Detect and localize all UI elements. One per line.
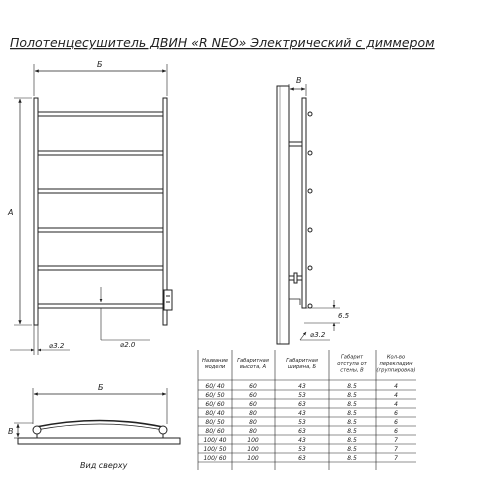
table-cell: 7 — [394, 437, 398, 444]
left-end-cap — [33, 426, 41, 434]
table-cell: 7 — [394, 446, 398, 453]
table-cell: 60/ 40 — [205, 383, 225, 390]
table-header-cell: Кол-во перекладин (группировка) — [376, 354, 416, 374]
crossbar — [38, 266, 163, 270]
table-cell: 80/ 40 — [205, 410, 225, 417]
table-header-cell: Габаритная высота, А — [237, 357, 269, 371]
table-cell: 8.5 — [347, 401, 357, 408]
crossbars — [38, 112, 163, 308]
table-cell: 8.5 — [347, 446, 357, 453]
table-cell: 60/ 60 — [205, 401, 225, 408]
table-cell: 43 — [298, 410, 306, 417]
table-header-cell: Габарит отступа от стены, В — [337, 354, 367, 374]
dim-label-width: Б — [97, 60, 103, 69]
left-post — [34, 98, 38, 325]
table-cell: 63 — [298, 401, 306, 408]
top-dim-label-width: Б — [98, 383, 104, 392]
table-cell: 8.5 — [347, 383, 357, 390]
crossbar — [38, 304, 163, 308]
table-cell: 60/ 50 — [205, 392, 225, 399]
table-cell: 63 — [298, 455, 306, 462]
dim-label-offset: 6.5 — [338, 312, 350, 320]
top-dim-label-depth: В — [8, 427, 14, 436]
front-view — [10, 64, 172, 355]
dimmer-block — [164, 290, 172, 310]
table-cell: 63 — [298, 428, 306, 435]
table-header-cell: Габаритная ширина, Б — [286, 357, 318, 371]
crossbar — [38, 112, 163, 116]
crossbar — [38, 151, 163, 155]
top-view — [14, 388, 180, 444]
table-cell: 100 — [247, 437, 259, 444]
table-cell: 6 — [394, 428, 398, 435]
side-view — [277, 84, 340, 344]
table-cell: 100 — [247, 455, 259, 462]
table-header-cell: Название модели — [201, 357, 229, 371]
table-cell: 4 — [394, 401, 398, 408]
table-cell: 80 — [249, 428, 257, 435]
table-cell: 60 — [249, 383, 257, 390]
table-cell: 8.5 — [347, 392, 357, 399]
crossbar — [38, 189, 163, 193]
upper-mount — [289, 142, 302, 146]
top-wall — [18, 438, 180, 444]
table-cell: 60 — [249, 392, 257, 399]
table-cell: 8.5 — [347, 410, 357, 417]
table-cell: 53 — [298, 446, 306, 453]
table-cell: 43 — [298, 383, 306, 390]
table-cell: 4 — [394, 392, 398, 399]
table-cell: 8.5 — [347, 428, 357, 435]
table-cell: 8.5 — [347, 437, 357, 444]
table-cell: 8.5 — [347, 419, 357, 426]
top-view-caption: Вид сверху — [80, 461, 128, 470]
crossbar — [38, 228, 163, 232]
table-cell: 100/ 60 — [203, 455, 227, 462]
wall — [277, 86, 289, 344]
table-cell: 53 — [298, 392, 306, 399]
table-cell: 100/ 40 — [203, 437, 227, 444]
table-cell: 4 — [394, 383, 398, 390]
table-cell: 60 — [249, 401, 257, 408]
dim-label-dimmer: ⌀2.0 — [120, 341, 136, 349]
table-cell: 100 — [247, 446, 259, 453]
drawing-title: Полотенцесушитель ДВИН «R NEO» Электрический с диммером — [10, 35, 435, 50]
table-cell: 6 — [394, 410, 398, 417]
table-cell: 80/ 60 — [205, 428, 225, 435]
table-cell: 6 — [394, 419, 398, 426]
table-cell: 7 — [394, 455, 398, 462]
dim-label-mount: ⌀3.2 — [310, 331, 326, 339]
table-cell: 80 — [249, 410, 257, 417]
bar-ends — [308, 112, 312, 308]
dim-label-wall: ⌀3.2 — [49, 342, 65, 350]
table-cell: 53 — [298, 419, 306, 426]
dim-label-height: А — [8, 208, 14, 217]
table-cell: 100/ 50 — [203, 446, 227, 453]
right-end-cap — [159, 426, 167, 434]
table-cell: 80/ 50 — [205, 419, 225, 426]
table-cell: 8.5 — [347, 455, 357, 462]
table-cell: 80 — [249, 419, 257, 426]
side-post — [302, 98, 306, 308]
table-cell: 43 — [298, 437, 306, 444]
dim-label-depth: В — [296, 76, 302, 85]
